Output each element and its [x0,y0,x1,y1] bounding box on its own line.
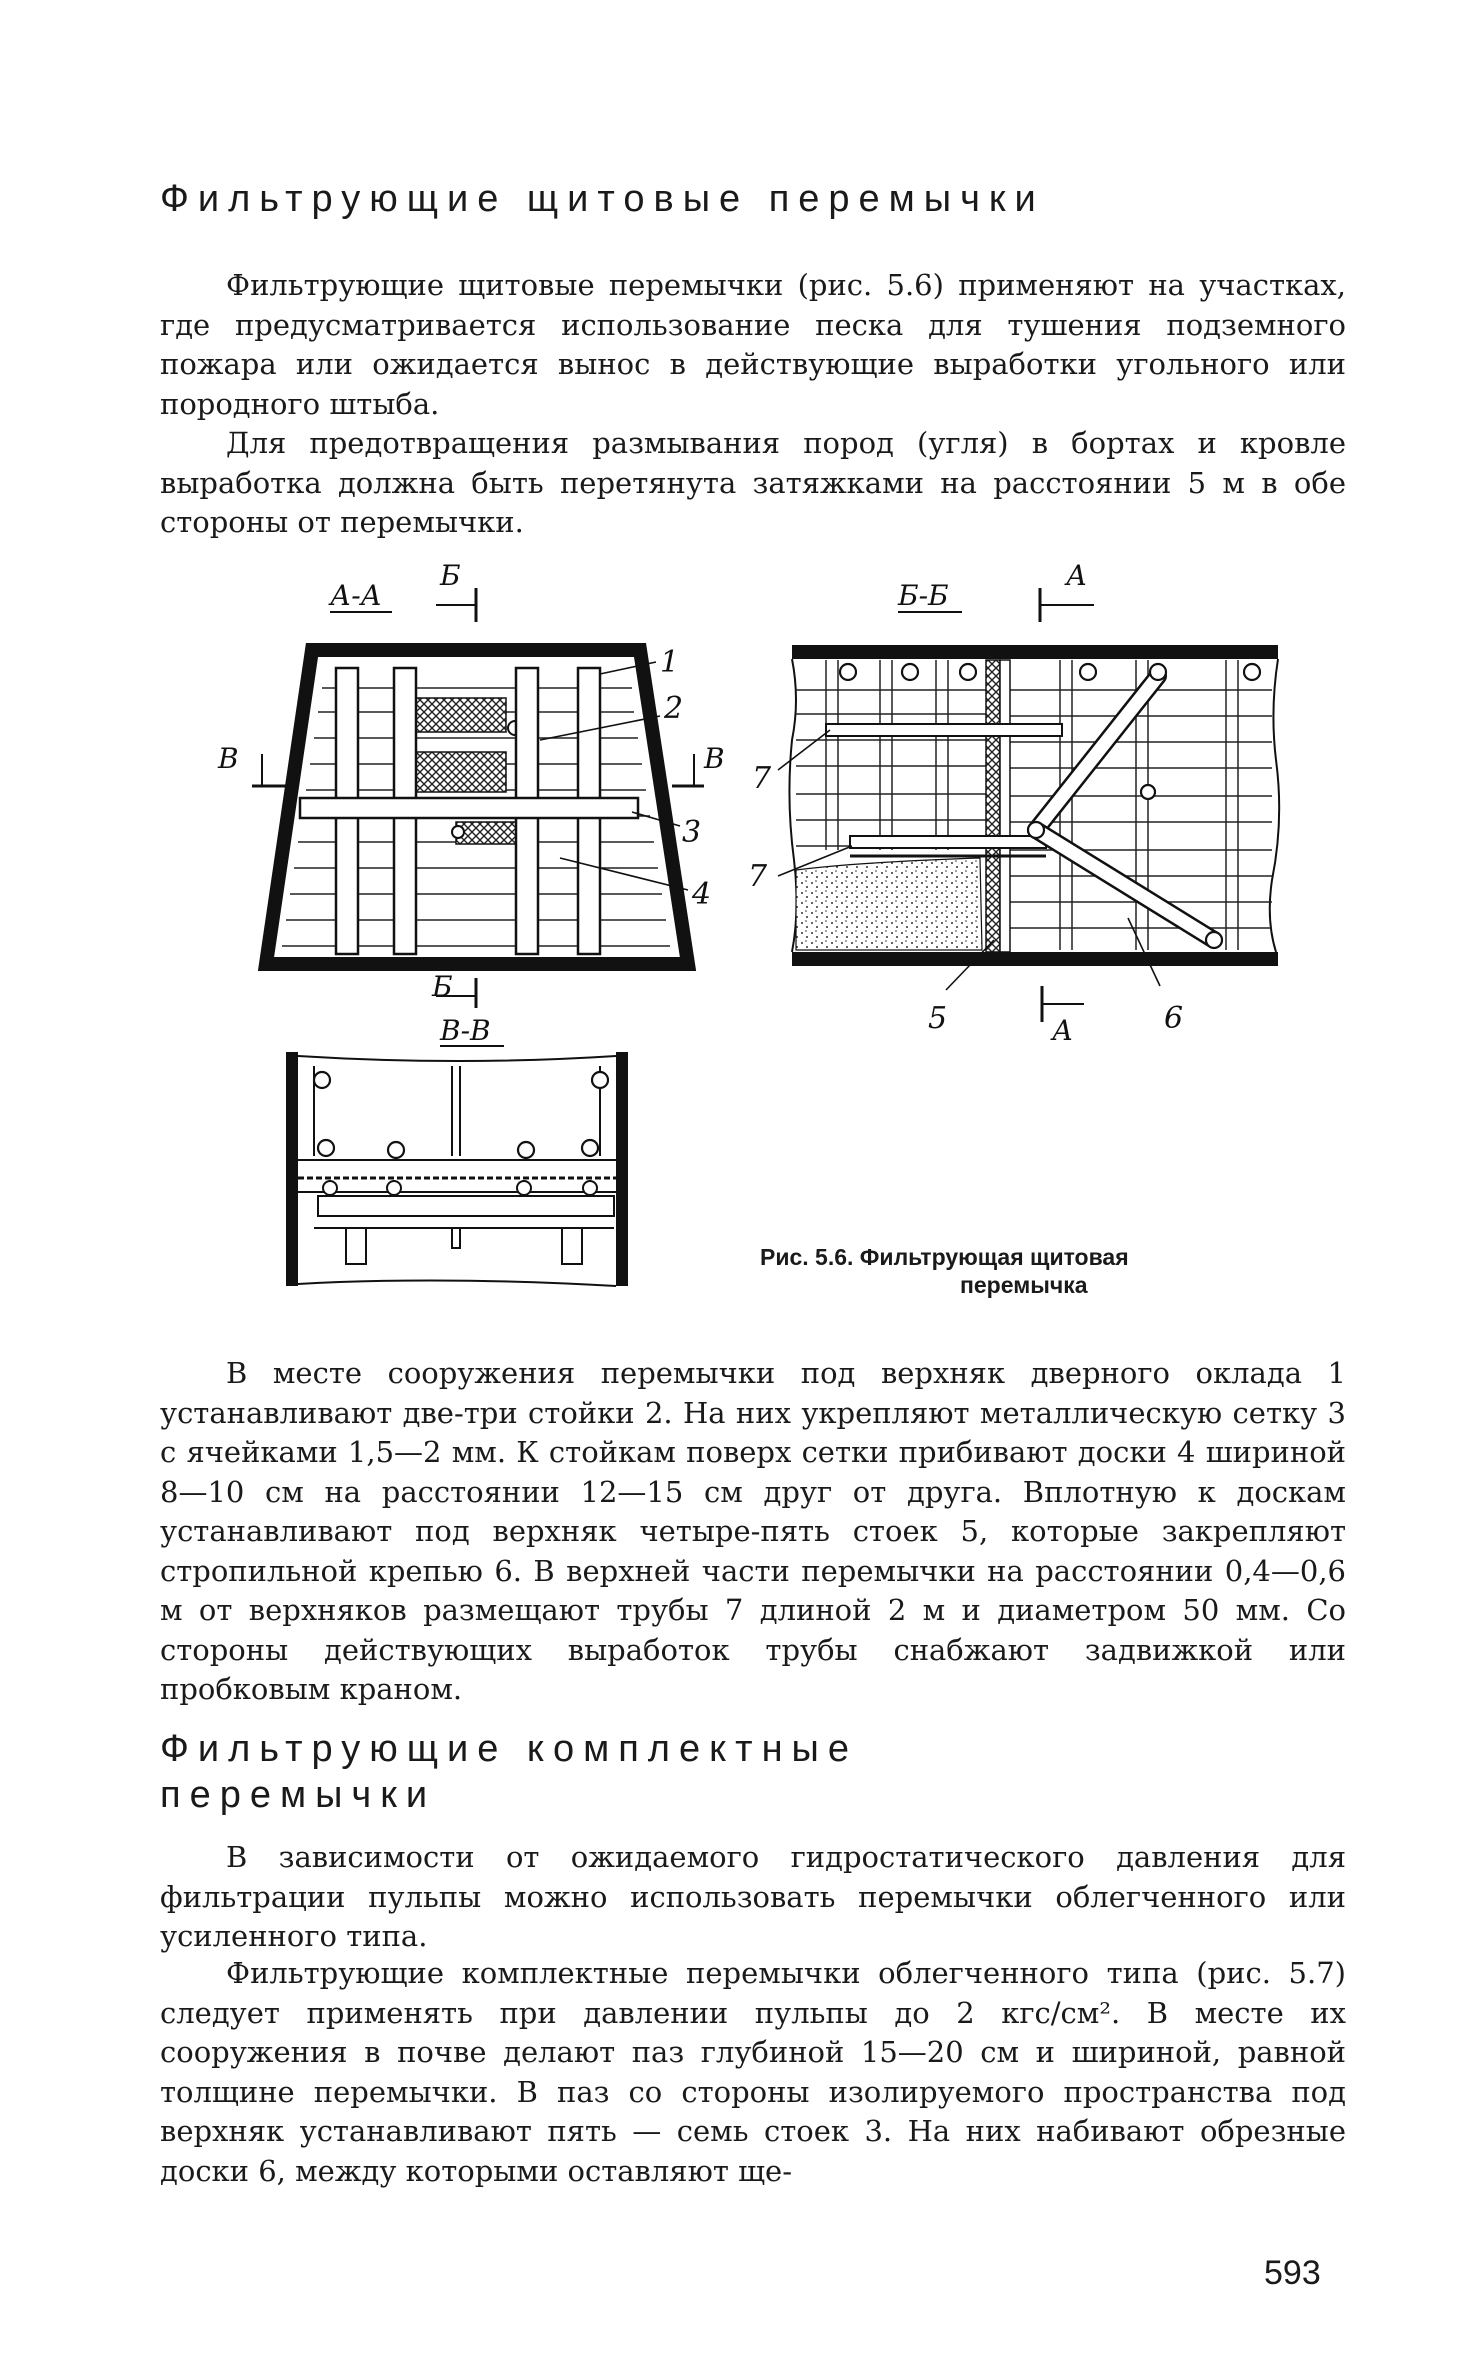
callout-7-lower: 7 [748,859,768,894]
label-cut-v-left: В [218,742,239,775]
section-vv-view [286,1014,628,1286]
callout-4-aa: 4 [692,877,712,912]
paragraph-light-type: Фильтрующие комплектные перемычки облегченного типа (рис. 5.7) следует применять при давлении пульпы до 2 кгс/см². В месте их сооружения в почве делают паз глубиной 15—20 см и шириной, равной толщине перемычки. В паз со стороны изолируемого пространства под верхняк устанавливают пять — семь стоек 3. На них набивают обрезные доски 6, между которыми оставляют ще- [160,1956,1346,2188]
label-cut-a-bottom: А [1052,1014,1074,1047]
paragraph-intro: Фильтрующие щитовые перемычки (рис. 5.6) применяют на участках, где предусматривается использование песка для тушения подземного пожара или ожидается вынос в действующие выработки угольного или породного штыба. [160,268,1346,421]
paragraph-construction: В месте сооружения перемычки под верхняк дверного оклада 1 устанавливают две-три стойки 2. На них укрепляют металлическую сетку 3 с ячейками 1,5—2 мм. К стойкам поверх сетки прибивают доски 4 шириной 8—10 см на расстоянии 12—15 см друг от друга. Вплотную к доскам устанавливают под верхняк четыре-пять стоек 5, которые закрепляют стропильной крепью 6. В верхней части перемычки на расстоянии 0,4—0,6 м от верхняков размещают трубы 7 длиной 2 м и диаметром 50 мм. Со стороны действующих выработок трубы снабжают задвижкой или пробковым краном. [160,1356,1346,1706]
paragraph-pressure-types: В зависимости от ожидаемого гидростатического давления для фильтрации пульпы можно использовать перемычки облегченного или усиленного типа. [160,1840,1346,1953]
callout-7-upper: 7 [752,761,772,796]
callout-6: 6 [1164,1001,1184,1036]
figure-caption-line2: перемычка [960,1272,1088,1298]
section-heading-complete-dams-line2: перемычки [160,1774,437,1816]
callout-2-aa: 2 [664,691,684,726]
label-cut-b-top: Б [440,559,461,592]
label-cut-a-top: А [1066,559,1088,592]
label-cut-b-bottom: Б [432,970,453,1003]
section-heading-complete-dams-line1: Фильтрующие комплектные [160,1728,858,1770]
label-section-vv: В-В [440,1014,491,1047]
paragraph-erosion: Для предотвращения размывания пород (угля) в бортах и кровле выработка должна быть перетянута затяжками на расстоянии 5 м в обе стороны от перемычки. [160,426,1346,539]
section-bb-view [748,559,1279,1047]
callout-3-aa: 3 [682,815,702,850]
callout-5: 5 [928,1001,948,1036]
section-heading-shield-dams: Фильтрующие щитовые перемычки [160,178,1045,220]
label-cut-v-right: В [704,742,725,775]
section-aa-view [217,559,725,1008]
figure-caption [760,1243,1320,1299]
callout-1-aa: 1 [660,645,680,680]
figure-caption-line1: Рис. 5.6. Фильтрующая щитовая [760,1244,1129,1270]
label-section-aa: А-А [330,579,382,612]
page-number: 593 [1264,2254,1321,2292]
label-section-bb: Б-Б [898,579,949,612]
